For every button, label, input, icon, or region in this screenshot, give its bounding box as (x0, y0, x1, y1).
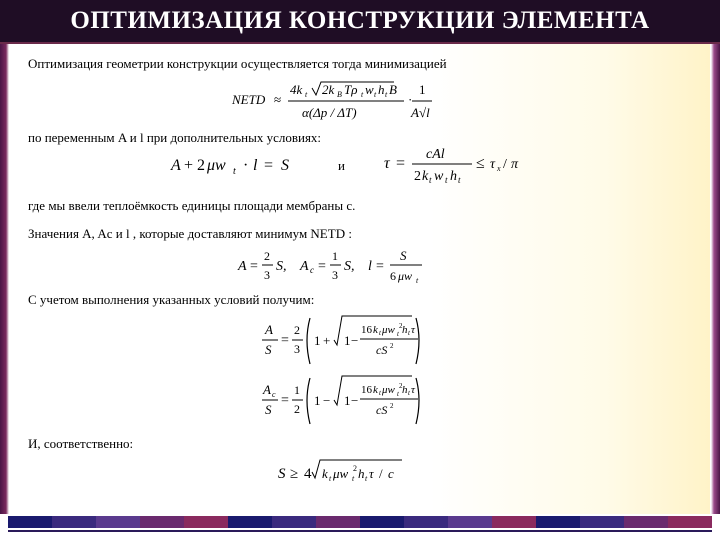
svg-text:A: A (171, 157, 181, 174)
svg-text:l: l (253, 157, 258, 174)
svg-text:k: k (422, 169, 429, 184)
svg-text:−: − (351, 393, 359, 408)
footer-color-block (316, 516, 360, 528)
footer-rule (8, 530, 712, 532)
svg-text:c: c (310, 265, 314, 275)
svg-text:cS: cS (376, 403, 388, 417)
svg-text:τ: τ (369, 466, 374, 481)
svg-text:t: t (305, 90, 308, 99)
svg-text:t: t (385, 90, 388, 99)
svg-text:−: − (351, 333, 359, 348)
svg-text:w: w (365, 82, 374, 97)
footer-color-block (140, 516, 184, 528)
equation-area-constraint (171, 150, 341, 180)
paragraph-optimal-values: Значения A, Ac и l , которые доставляют минимум NETD : (28, 226, 352, 241)
svg-text:NETD: NETD (232, 92, 266, 107)
svg-text:4: 4 (304, 466, 312, 482)
footer-color-block (624, 516, 668, 528)
svg-text:h: h (450, 169, 457, 184)
svg-text:6: 6 (390, 269, 396, 283)
svg-text:α(Δp / ΔT): α(Δp / ΔT) (302, 105, 357, 120)
svg-text:2k: 2k (322, 82, 335, 97)
svg-text:μw: μw (398, 269, 413, 283)
svg-text:B: B (337, 90, 342, 99)
paragraph-result: С учетом выполнения указанных условий получим: (28, 292, 315, 307)
footer-color-block (668, 516, 712, 528)
svg-text:S: S (400, 248, 407, 263)
svg-text:2: 2 (353, 464, 357, 473)
footer-color-block (580, 516, 624, 528)
footer-color-block (52, 516, 96, 528)
svg-text:μw: μw (333, 466, 349, 481)
svg-text:k: k (373, 384, 378, 396)
svg-text:t: t (397, 390, 399, 398)
svg-text:+: + (184, 157, 194, 174)
svg-text:t: t (397, 330, 399, 338)
equation-time-constraint (384, 144, 524, 190)
svg-text:A: A (265, 322, 273, 337)
svg-text:1: 1 (344, 393, 351, 408)
footer-color-block (536, 516, 580, 528)
svg-text:cAl: cAl (426, 147, 445, 162)
svg-text:B: B (389, 82, 397, 97)
svg-text:τ: τ (411, 384, 415, 396)
svg-text:16: 16 (361, 324, 372, 336)
svg-text:t: t (408, 389, 410, 397)
svg-text:3: 3 (294, 342, 300, 356)
footer-color-block (272, 516, 316, 528)
svg-text:S,: S, (276, 259, 287, 274)
footer-color-block (184, 516, 228, 528)
svg-text:t: t (416, 276, 419, 285)
svg-text:=: = (250, 259, 258, 274)
svg-text:μw: μw (207, 157, 226, 174)
svg-text:1: 1 (344, 333, 351, 348)
svg-text:c: c (388, 466, 394, 481)
svg-text:≤: ≤ (476, 155, 485, 172)
svg-text:t: t (365, 474, 368, 483)
footer-color-block (8, 516, 52, 528)
svg-text:/: / (379, 466, 383, 481)
svg-text:2: 2 (294, 402, 300, 416)
svg-text:t: t (374, 90, 377, 99)
footer-color-strip (8, 516, 712, 528)
equation-ratio-area (262, 312, 422, 370)
slide-title: ОПТИМИЗАЦИЯ КОНСТРУКЦИИ ЭЛЕМЕНТА (70, 7, 650, 34)
svg-text:h: h (378, 82, 385, 97)
svg-text:2: 2 (414, 169, 421, 184)
svg-text:1: 1 (314, 393, 321, 408)
title-bar (0, 0, 720, 44)
svg-text:2: 2 (399, 322, 403, 330)
svg-text:t: t (379, 329, 381, 337)
svg-text:cS: cS (376, 343, 388, 357)
svg-text:k: k (322, 466, 328, 481)
footer-color-block (448, 516, 492, 528)
svg-text:t: t (329, 474, 332, 483)
svg-text:2: 2 (264, 249, 270, 263)
svg-text:·: · (243, 157, 249, 174)
svg-text:Tρ: Tρ (344, 82, 358, 97)
svg-text:2: 2 (390, 402, 394, 410)
paragraph-heat-capacity: где мы ввели теплоёмкость единицы площади мембраны c. (28, 198, 356, 213)
svg-text:≥: ≥ (290, 466, 299, 482)
svg-text:=: = (281, 393, 289, 408)
svg-text:=: = (281, 333, 289, 348)
svg-text:x: x (497, 164, 501, 173)
equation-ratio-contact-area (262, 372, 422, 430)
equation-optimum (238, 244, 438, 288)
svg-text:t: t (379, 389, 381, 397)
paragraph-intro: Оптимизация геометрии конструкции осуществляется тогда минимизацией (28, 56, 447, 71)
svg-text:t: t (361, 90, 364, 99)
svg-text:τ: τ (411, 324, 415, 336)
svg-text:t: t (233, 166, 236, 177)
svg-text:S: S (265, 342, 272, 357)
svg-text:2: 2 (294, 323, 300, 337)
svg-text:S: S (265, 402, 272, 417)
svg-text:t: t (445, 175, 448, 185)
svg-text:k: k (373, 324, 378, 336)
svg-text:=: = (376, 259, 384, 274)
svg-text:A: A (238, 259, 247, 274)
svg-text:2: 2 (197, 157, 205, 174)
svg-text:=: = (396, 155, 406, 172)
svg-text:t: t (352, 474, 355, 483)
svg-text:16: 16 (361, 384, 372, 396)
svg-text:≈: ≈ (274, 92, 282, 107)
equation-final-area (278, 458, 408, 488)
footer-color-block (492, 516, 536, 528)
footer-color-block (96, 516, 140, 528)
svg-text:3: 3 (264, 268, 270, 282)
svg-text:1: 1 (294, 383, 300, 397)
svg-text:h: h (402, 384, 408, 396)
svg-text:τ: τ (384, 155, 390, 172)
svg-text:/: / (503, 157, 507, 172)
svg-text:l: l (368, 259, 372, 274)
svg-text:w: w (434, 169, 444, 184)
svg-text:1: 1 (314, 333, 321, 348)
svg-text:h: h (358, 466, 365, 481)
svg-text:S: S (278, 466, 286, 482)
svg-text:=: = (318, 259, 326, 274)
svg-text:2: 2 (399, 382, 403, 390)
svg-text:S: S (281, 157, 289, 174)
svg-text:μw: μw (382, 384, 395, 396)
svg-text:+: + (323, 333, 331, 348)
svg-text:−: − (323, 393, 331, 408)
footer-color-block (404, 516, 448, 528)
svg-text:1: 1 (419, 82, 426, 97)
svg-text:μw: μw (382, 324, 395, 336)
svg-text:t: t (429, 175, 432, 185)
svg-text:t: t (408, 329, 410, 337)
svg-text:c: c (272, 390, 276, 399)
svg-text:t: t (458, 175, 461, 185)
svg-text:π: π (511, 157, 519, 172)
svg-text:4k: 4k (290, 82, 303, 97)
svg-text:·: · (408, 92, 413, 107)
svg-text:1: 1 (332, 249, 338, 263)
svg-text:A√l: A√l (411, 105, 430, 120)
paragraph-constraints: по переменным A и l при дополнительных условиях: (28, 130, 322, 145)
footer-color-block (360, 516, 404, 528)
footer-color-block (228, 516, 272, 528)
paragraph-accordingly: И, соответственно: (28, 436, 134, 451)
svg-text:S,: S, (344, 259, 355, 274)
svg-text:τ: τ (490, 157, 496, 172)
svg-text:3: 3 (332, 268, 338, 282)
svg-text:A: A (263, 382, 271, 397)
svg-text:h: h (402, 324, 408, 336)
svg-text:=: = (264, 157, 274, 174)
svg-text:2: 2 (390, 342, 394, 350)
conjunction-and: и (338, 158, 345, 173)
equation-netd (232, 76, 432, 128)
svg-text:A: A (300, 259, 309, 274)
